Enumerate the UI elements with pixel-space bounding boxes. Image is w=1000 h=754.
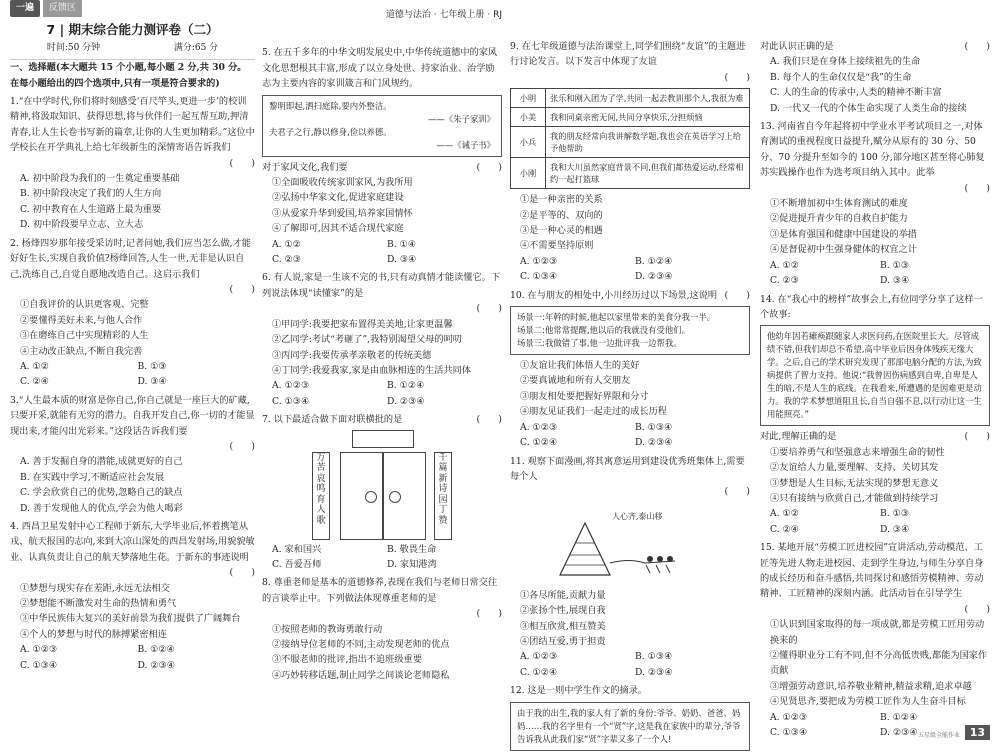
item: ①是一种亲密的关系: [520, 194, 603, 206]
option: D. 善于发现他人的优点,学会为他人喝彩: [20, 502, 183, 514]
option: D. ②③④: [387, 395, 425, 407]
question-stem: 15. 某地开展“劳模工匠进校园”宣讲活动,劳动模范、工匠等先进人物走进校园、走到学生身边,与师生分享自身的成长经历和奋斗感悟,共同探讨和感悟劳模精神、劳动精神、工匠精神的深刻内涵。此活动旨在引导学生: [760, 542, 984, 600]
option: D. 初中阶段要早立志、立大志: [20, 219, 144, 231]
column-3: [510, 36, 750, 754]
option: D. ③④: [880, 275, 910, 287]
table-row: 小美 我和同桌亲密无间,共同分享快乐,分担烦恼: [511, 108, 750, 127]
option: C. ①③④: [20, 659, 58, 671]
option: C. ①③④: [770, 727, 808, 739]
option: A. ①②: [20, 360, 49, 372]
answer-paren: ( ): [229, 567, 255, 579]
option: A. ①②③: [520, 255, 558, 267]
answer-paren: ( ): [724, 71, 750, 83]
answer-paren: ( ): [229, 440, 255, 452]
item: ②促进提升青少年的自救自护能力: [770, 213, 908, 225]
option: A. ①②③: [20, 644, 58, 656]
item: ①要培养勇气和坚强意志来增强生命的韧性: [770, 446, 945, 458]
story-box: 他幼年因若瘫痪跟随家人求医问药,在医院里长大。尽管成绩不错,但我们却总不希望,高中毕业后因身体残疾无缘大学。之后,自己的学术研究发现了那部电脑分配的方法,为致病提供了智力支持。他说:“我曾因伤病感到自卑,自卑是人生的暗,不是人生的底线。在我看来,所遭遇的是因难更是动力。我的学术梦想道阻且长,自当自强不息,以行动让这一生用能照亮。”: [760, 325, 990, 426]
option: D. ②③④: [137, 659, 176, 671]
section-heading: 一、选择题(本大题共 15 个小题,每小题 2 分,共 30 分。在每小题给出的四个选项中,只有一项是符合要求的): [10, 62, 247, 89]
question-7: [262, 412, 502, 572]
option: B. ①③: [880, 508, 910, 520]
item: ③在磨练自己中实现精彩的人生: [20, 330, 149, 342]
question-1: [10, 94, 255, 233]
option: D. 家知港湾: [387, 558, 437, 570]
couplet-right: 千篇新诗园丁赞: [434, 452, 452, 540]
table-row: 小明 张乐和刚入团为了学,共同一起去教训那个人,我很为难: [511, 89, 750, 108]
quote-box: [262, 95, 502, 157]
option: C. 学会欣赏自己的优势,忽略自己的缺点: [20, 487, 183, 499]
item: ③是体育强国和健康中国建设的举措: [770, 228, 917, 240]
question-4: [10, 519, 255, 673]
page-number: 13: [965, 725, 990, 740]
answer-paren: ( ): [476, 608, 502, 620]
header-badge: 一遍: [10, 0, 40, 17]
cartoon-figure: [550, 503, 700, 585]
question-stem: 2. 杨烽四岁那年接受采访时,记者问她,我们应当怎么做,才能好好生长,实现自我价值?杨烽回答,人生一世,无非是认识自己,洗练自己,自觉自愿地改造自己。这启示我们: [10, 237, 251, 280]
question-3: [10, 393, 255, 516]
question-stem-2: 对此,理解正确的是 ( ): [760, 429, 990, 444]
page-title: 7 | 期末综合能力测评卷（二）: [46, 22, 219, 38]
option: C. 人的生命的传承中,人类的精神不断丰富: [770, 87, 942, 99]
table-row: 小刚 我和大川虽然家庭背景不同,但我们都热爱运动,经常相约一起打篮球: [511, 158, 750, 189]
option: A. 初中阶段为我们的一生奠定重要基础: [20, 173, 180, 185]
item: ③中华民族伟大复兴的美好前景为我们提供了广阔舞台: [20, 613, 241, 625]
item: ④丁同学:我爱我家,家是由血脉相连的生活共同体: [272, 364, 471, 376]
question-stem: 3.“人生最本质的财富是你自己,你自己就是一座巨大的矿藏,只要开采,就能有无穷的潜力。自我开发自己,你一切的才能显现出来,才能闪出光彩来。”这段话告诉我们要: [10, 394, 255, 437]
item: ①认识到国家取得的每一项成就,都是劳模工匠用劳动换来的: [770, 619, 985, 646]
option: A. ①②③: [272, 380, 310, 392]
item: ④个人的梦想与时代的脉搏紧密相连: [20, 628, 167, 640]
quote-text: 黎明即起,洒扫庭除,要内外整洁。: [269, 100, 392, 111]
header-left: [10, 0, 255, 17]
option: C. 吾爱吾师: [272, 558, 322, 570]
scene-text: 场景三:我做错了事,他一边批评我一边帮我。: [517, 338, 682, 349]
item: ④巧妙转移话题,制止同学之间谈论老师隐私: [272, 669, 450, 681]
option: A. ①②③: [770, 711, 808, 723]
question-6: [262, 270, 502, 409]
option: A. ①②: [272, 238, 301, 250]
question-stem: 6. 有人说,家是一生该不完的书,只有动真情才能读懂它。下列说法体现“读懂家”的是: [262, 272, 501, 299]
scene-text: 场景一:年幹的时候,他起以家里带来的美食分我一半。: [517, 312, 716, 323]
column-2: [262, 8, 502, 683]
item: ②弘扬中华家文化,促进家庭建设: [272, 192, 404, 204]
option: D. ②③④: [635, 666, 673, 678]
answer-paren: ( ): [964, 41, 990, 52]
question-stem: 1.“在中学时代,你们将时刻感受‘百尺竿头,更进一步’的校训精神,将汲取知识、获得思想,将与伙伴们一起互帮互助,押清青春,让人生长卷书写新的篇章,让你的人生更加精彩。”这位中学校长在开学典礼上给七年级新生的深情寄语告诉我们: [10, 96, 255, 154]
friendship-table: [510, 88, 750, 189]
question-stem: 13. 河南省自今年起将初中学业水平考试项目之一,对体育测试的重视程度日益提升,赋分从原有的 30 分、50 分、70 分提升至如今的 100 分,部分地区甚至将心肺复苏实践操作也作为选考项目纳入其中。此举: [760, 121, 985, 179]
footer-brand: 五星级全能作业: [917, 732, 960, 739]
question-12-continued: [760, 39, 990, 116]
question-2: [10, 236, 255, 390]
quote-text: 夫君子之行,静以修身,俭以养德。: [269, 126, 392, 137]
door-icon: [340, 452, 426, 540]
answer-paren: ( ): [964, 603, 990, 615]
option: C. ②③: [272, 254, 302, 266]
question-stem-2: 对于家风文化,我们要 ( ): [262, 160, 502, 175]
question-10: [510, 288, 750, 451]
option: C. ②③: [770, 275, 800, 287]
option: D. ②③④: [635, 271, 673, 283]
item: ①甲同学:我要把家布置得美美地,让家更温馨: [272, 318, 453, 330]
column-4: [760, 36, 990, 740]
exam-meta: [10, 41, 255, 60]
answer-paren: ( ): [229, 157, 255, 169]
item: ②要真诚地和所有人交朋友: [520, 375, 631, 387]
item: ④朋友见证我们一起走过的成长历程: [520, 406, 667, 418]
item: ③增强劳动意识,培养敬业精神,精益求精,追求卓越: [770, 680, 972, 692]
answer-paren: ( ): [476, 303, 502, 315]
book-title: 道德与法治 · 七年级上册 · RJ: [385, 10, 502, 20]
cartoon-caption: 人心齐,泰山移: [612, 511, 663, 521]
option: A. ①②: [770, 508, 799, 520]
question-stem: 4. 西昌卫星发射中心工程师于新东,大学毕业后,怀着携笔从戎、航天报国的志向,来到大凉山深处的西昌发射场,用貌貌敏业、认真负责让自己的航天梦落地生花。于新东的事迹说明: [10, 521, 255, 563]
question-stem: 10. 在与朋友的相处中,小川经历过以下场景,这说明 ( ): [510, 288, 750, 303]
option: B. ①②④: [137, 644, 175, 656]
item: ③不服老师的批评,指出不追班级重要: [272, 654, 422, 666]
option: B. 敬畏生命: [387, 543, 437, 555]
item: ④主动改正缺点,不断自我完善: [20, 345, 143, 357]
question-12: [510, 683, 750, 750]
time-label: 时间:50 分钟: [46, 42, 101, 53]
question-13: [760, 119, 990, 288]
option: D. ②③④: [635, 437, 673, 449]
option: A. 善于发掘自身的潜能,成就更好的自己: [20, 456, 183, 468]
question-14: [760, 292, 990, 538]
item: ③相互欣赏,相互赞美: [520, 620, 606, 632]
option: C. ②④: [770, 523, 800, 535]
question-11: [510, 454, 750, 681]
item: ①全面吸收传统家训家风,为我所用: [272, 177, 413, 189]
quote-source: ——《诫子书》: [436, 139, 495, 150]
item: ①各尽所能,贡献力量: [520, 589, 606, 601]
option: C. 初中教育在人生道路上最为重要: [20, 203, 162, 215]
option: C. ①②④: [520, 437, 558, 449]
option: D. ③④: [387, 254, 417, 266]
answer-paren: ( ): [964, 182, 990, 194]
item: ②要懂得美好未来,与他人合作: [20, 314, 143, 326]
option: B. ①②④: [635, 255, 673, 267]
table-row: 小兵 我的朋友经常向我讲解数学题,我也会在英语学习上给予他帮助: [511, 127, 750, 158]
item: ②乙同学:考试“考砸了”,我特别渴望父母的呵叨: [272, 334, 462, 346]
header-right: [262, 8, 502, 23]
option: A. 家和国兴: [272, 543, 322, 555]
question-stem: 12. 这是一则中学生作文的摘录。: [510, 685, 647, 697]
option: B. ①③④: [635, 421, 673, 433]
couplet-horizontal-blank: [352, 430, 414, 448]
item: ①不断增加初中生体育测试的难度: [770, 198, 908, 210]
header-section: 反馈区: [43, 0, 82, 17]
question-15: [760, 540, 990, 740]
item: ③丙同学:我要传承孝亲敬老的传统美德: [272, 349, 432, 361]
item: ④团结互爱,勇于担责: [520, 635, 606, 647]
question-stem: 8. 尊重老师是基本的道德修养,表现在我们与老师日常交往的言谈举止中。下列做法体现尊重老师的是: [262, 577, 498, 604]
couplet-figure: [312, 430, 452, 540]
option: B. 初中阶段决定了我们的人生方向: [20, 188, 162, 200]
option: A. 我们只是在身体上接续祖先的生命: [770, 56, 921, 68]
option: A. ①②③: [520, 651, 558, 663]
option: C. ②④: [20, 376, 50, 388]
option: C. ①②④: [520, 666, 558, 678]
question-5: [262, 45, 502, 267]
option: D. ③④: [137, 376, 167, 388]
question-9: [510, 39, 750, 285]
item: ②张扬个性,展现自我: [520, 605, 606, 617]
item: ①按照老师的教诲勇敢行动: [272, 623, 383, 635]
item: ②接纳导位老师的不同,主动发现老师的优点: [272, 638, 450, 650]
option: B. 每个人的生命仅仅是“我”的生命: [770, 71, 912, 83]
answer-paren: ( ): [724, 486, 750, 498]
scene-text: 场景二:他常常提醒,他以后的我就没有受他们。: [517, 325, 690, 336]
answer-paren: ( ): [229, 283, 255, 295]
option: A. ①②③: [520, 421, 558, 433]
item: ③是一种心灵的相遇: [520, 225, 603, 237]
item: ③梦想是人生目标,无法实现的梦想无意义: [770, 477, 939, 489]
option: D. 一代又一代的个体生命实现了人类生命的接续: [770, 102, 967, 114]
question-stem: 14. 在“我心中的榜样”故事会上,有位同学分享了这样一个故事:: [760, 293, 983, 320]
item: ①自我评价的认识更客观、完整: [20, 299, 149, 311]
quote-source: ——《朱子家训》: [428, 113, 495, 124]
question-stem: 11. 观察下面漫画,将其寓意运用到建设优秀班集体上,需要每个人: [510, 455, 745, 482]
option: B. ①④: [387, 238, 417, 250]
item: ①友谊让我们体悟人生的美好: [520, 360, 640, 372]
item: ④只有接纳与欣赏自己,才能做到持续学习: [770, 492, 939, 504]
option: D. ③④: [880, 523, 910, 535]
item: ③从爱家升华到爱国,培养家国情怀: [272, 207, 413, 219]
essay-box: 由于我的出生,我的家人有了新的身份:爷爷、奶奶、爸爸、妈妈……我的名字里有一个“贤”字,这是我在家族中的辈分,爷爷告诉我从此我们家“贤”字辈又多了一个人!: [510, 702, 750, 751]
item: ②友谊给人力量,要理解、支持、关切其发: [770, 462, 939, 474]
question-stem: 5. 在五千多年的中华文明发展史中,中华传统道德中的家风文化思想根其丰富,形成了以立身处世、持家治业、治学励志为主要内容的家训箴言和门风规约。: [262, 47, 498, 90]
item: ④不需要坚持原则: [520, 240, 594, 252]
couplet-left: 万苦哀鸣育人歌: [312, 452, 330, 540]
option: B. ①②④: [880, 711, 918, 723]
item: ④是督促初中生强身健体的权宜之计: [770, 244, 917, 256]
item: ①梦想与现实存在差距,永远无法相交: [20, 582, 170, 594]
option: D. ②③④: [880, 727, 918, 739]
question-8: [262, 575, 502, 683]
item: ④了解即可,因其不适合现代家庭: [272, 223, 404, 235]
score-label: 满分:65 分: [173, 42, 219, 53]
answer-paren: ( ): [724, 289, 750, 301]
item: ③朋友相处要把握好界限和分寸: [520, 390, 649, 402]
scene-box: [510, 306, 750, 355]
item: ②是平等的、双向的: [520, 209, 603, 221]
option: C. ①③④: [520, 271, 558, 283]
option: B. 在实践中学习,不断适应社会发展: [20, 471, 165, 483]
answer-paren: ( ): [476, 414, 502, 426]
question-stem: 9. 在七年级道德与法治课堂上,同学们围绕“友谊”的主题进行讨论发言。以下发言中体现了友谊: [510, 41, 746, 68]
option: B. ①③: [880, 259, 910, 271]
option: B. ①②④: [387, 380, 425, 392]
item: ④见贤思齐,要把成为劳模工匠作为人生奋斗目标: [770, 696, 966, 708]
column-1: [10, 0, 255, 673]
option: B. ①③④: [635, 651, 673, 663]
answer-paren: ( ): [476, 161, 502, 173]
option: C. ①③④: [272, 395, 310, 407]
option: B. ①③: [137, 360, 167, 372]
question-stem: 7. 以下最适合做下面对联横批的是 ( ): [262, 412, 502, 427]
answer-paren: ( ): [964, 431, 990, 443]
item: ②懂得职业分工有不同,但不分高低贵贱,都能为国家作贡献: [770, 650, 988, 677]
option: A. ①②: [770, 259, 799, 271]
question-stem: 对此认识正确的是 ( ): [760, 39, 990, 54]
item: ②梦想能不断激发对生命的热情和勇气: [20, 598, 177, 610]
